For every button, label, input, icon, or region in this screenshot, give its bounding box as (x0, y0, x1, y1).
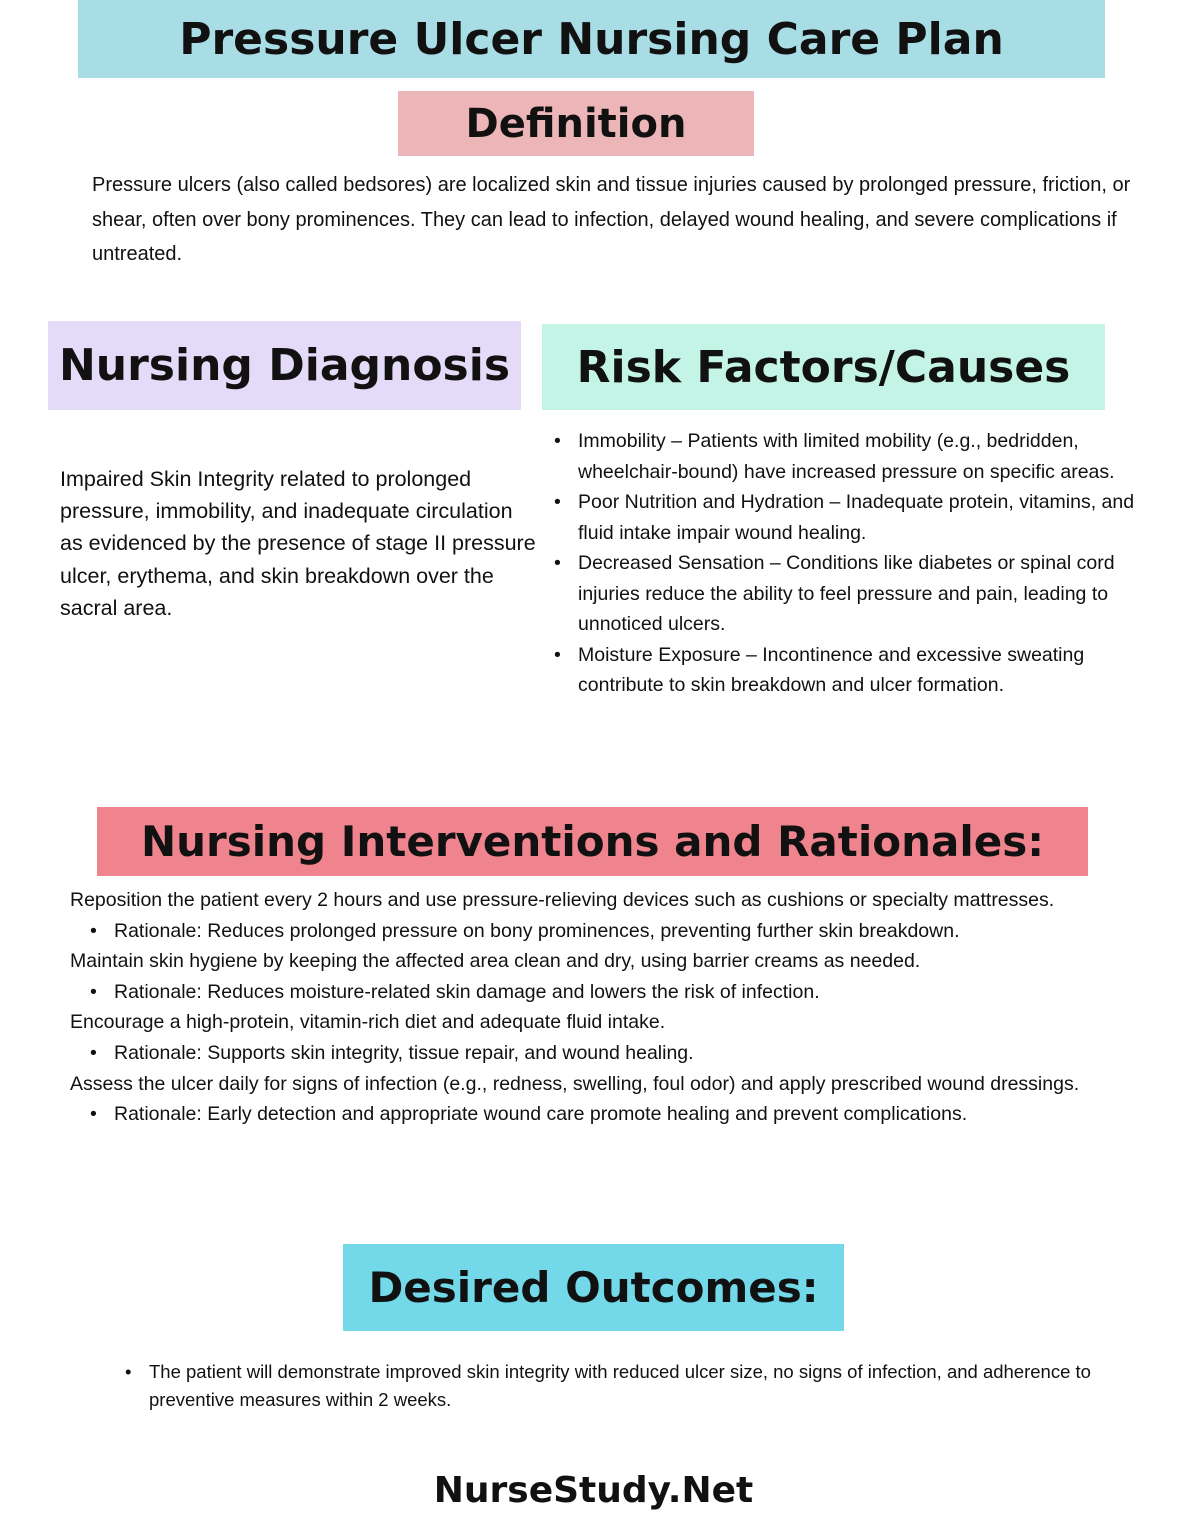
diagnosis-text: Impaired Skin Integrity related to prolonged pressure, immobility, and inadequate circulation as evidenced by the presence of stage II pressure ulcer, erythema, and skin breakdown over the sacral area. (60, 467, 536, 620)
page-title-text: Pressure Ulcer Nursing Care Plan (179, 13, 1004, 65)
definition-heading (398, 91, 754, 156)
intervention-item: Reposition the patient every 2 hours and use pressure-relieving devices such as cushions or specialty mattresses. (70, 889, 1055, 911)
list-item: • Immobility – Patients with limited mobility (e.g., bedridden, wheelchair-bound) have increased pressure on specific areas. (552, 426, 1162, 487)
diagnosis-heading (48, 321, 521, 410)
intervention-item: Assess the ulcer daily for signs of infection (e.g., redness, swelling, foul odor) and apply prescribed wound dressings. (70, 1072, 1080, 1095)
list-item: • Poor Nutrition and Hydration – Inadequate protein, vitamins, and fluid intake impair wound healing. (552, 487, 1162, 548)
page-title (78, 0, 1105, 78)
definition-heading-text: Definition (465, 100, 687, 147)
list-item: • The patient will demonstrate improved skin integrity with reduced ulcer size, no signs of infection, and adherence to preventive measures within 2 weeks. (125, 1358, 1135, 1414)
interventions-heading-text: Nursing Interventions and Rationales: (140, 817, 1045, 866)
outcomes-heading (343, 1244, 844, 1331)
footer-brand: NurseStudy.Net (433, 1470, 754, 1511)
list-item: • Decreased Sensation – Conditions like diabetes or spinal cord injuries reduce the ability to feel pressure and pain, leading to unnoticed ulcers. (552, 548, 1162, 640)
rationale-item: • Rationale: Supports skin integrity, tissue repair, and wound healing. (70, 1038, 1150, 1069)
diagnosis-heading-text: Nursing Diagnosis (58, 340, 511, 391)
intervention-item: Maintain skin hygiene by keeping the affected area clean and dry, using barrier creams as needed. (70, 950, 921, 973)
rationale-item: • Rationale: Reduces prolonged pressure on bony prominences, preventing further skin breakdown. (70, 916, 1150, 947)
outcomes-heading-text: Desired Outcomes: (368, 1263, 819, 1312)
list-item: • Moisture Exposure – Incontinence and excessive sweating contribute to skin breakdown and ulcer formation. (552, 640, 1162, 701)
rationale-item: • Rationale: Reduces moisture-related skin damage and lowers the risk of infection. (70, 977, 1150, 1008)
rationale-item: • Rationale: Early detection and appropriate wound care promote healing and prevent complications. (70, 1099, 1150, 1130)
interventions-list (70, 885, 1150, 1130)
risk-factors-list (552, 426, 1162, 701)
intervention-item: Encourage a high-protein, vitamin-rich diet and adequate fluid intake. (70, 1011, 666, 1034)
interventions-heading (97, 807, 1088, 876)
outcomes-list (125, 1358, 1135, 1414)
risk-factors-heading (542, 324, 1105, 410)
definition-text: Pressure ulcers (also called bedsores) are localized skin and tissue injuries caused by prolonged pressure, friction, or shear, often over bony prominences. They can lead to infection, delayed wound healing, and severe complications if untreated. (92, 174, 1131, 265)
risk-factors-heading-text: Risk Factors/Causes (576, 341, 1071, 393)
